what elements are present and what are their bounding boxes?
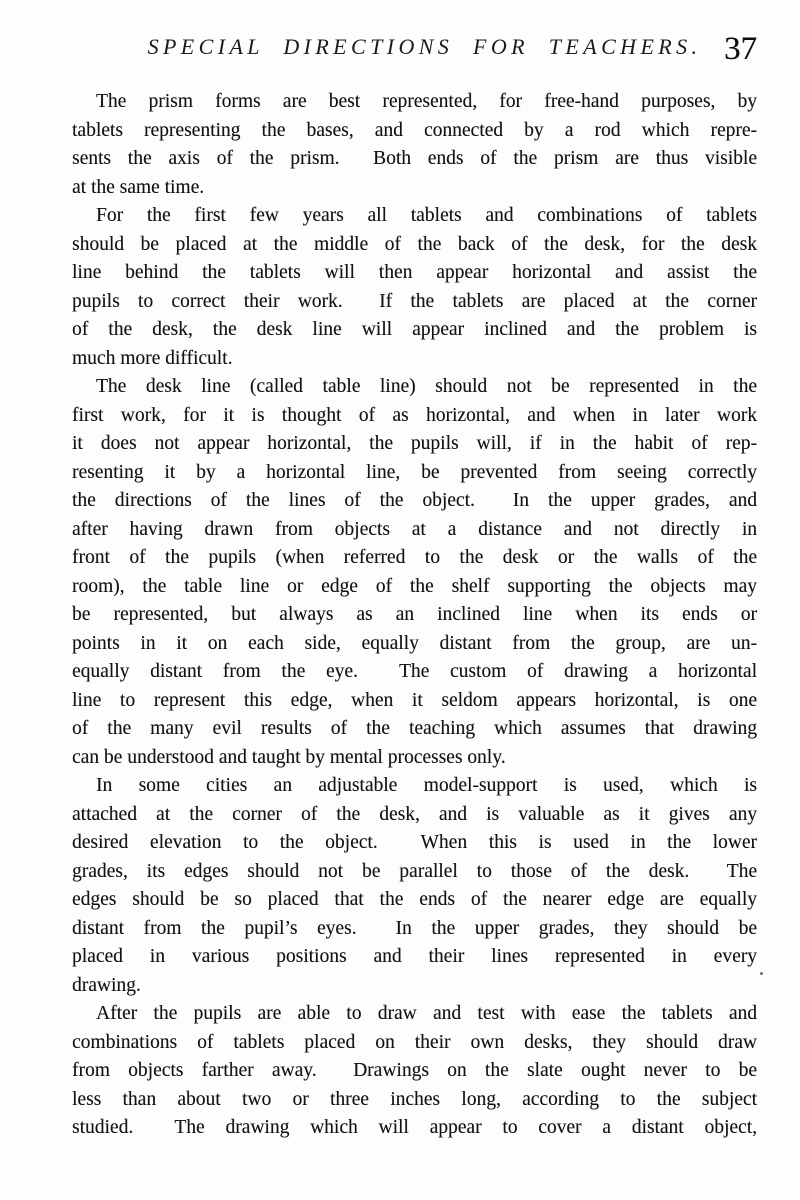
text-line: tablets representing the bases, and connected by a rod which repre- [72, 119, 757, 141]
text-line: drawing. [72, 974, 141, 996]
text-line: of the many evil results of the teaching which assumes that drawing [72, 718, 757, 739]
page-body [72, 88, 757, 1143]
text-line: line behind the tablets will then appear horizontal and assist the [72, 262, 757, 283]
text-line: edges should be so placed that the ends of the nearer edge are equally [72, 889, 757, 910]
text-line: grades, its edges should not be parallel to those of the desk. The [72, 860, 757, 882]
text-line: can be understood and taught by mental processes only. [72, 746, 506, 768]
text-line: In some cities an adjustable model-support is used, which is [96, 775, 757, 796]
text-line: much more difficult. [72, 347, 233, 369]
text-line: room), the table line or edge of the shelf supporting the objects may [72, 575, 757, 597]
text-line: first work, for it is thought of as horizontal, and when in later work [72, 404, 757, 426]
text-line: attached at the corner of the desk, and is valuable as it gives any [72, 803, 757, 825]
text-line: of the desk, the desk line will appear inclined and the problem is [72, 319, 757, 340]
text-line: The prism forms are best represented, for free-hand purposes, by [96, 91, 757, 112]
text-line: sents the axis of the prism. Both ends of the prism are thus visible [72, 148, 757, 169]
text-line: from objects farther away. Drawings on the slate ought never to be [72, 1060, 757, 1081]
text-line: The desk line (called table line) should not be represented in the [96, 376, 757, 397]
text-line: distant from the pupil’s eyes. In the upper grades, they should be [72, 917, 757, 939]
running-head-title: SPECIAL DIRECTIONS FOR TEACHERS. [147, 34, 702, 59]
text-line: be represented, but always as an inclined line when its ends or [72, 604, 757, 625]
page-header [72, 0, 757, 80]
text-line: pupils to correct their work. If the tablets are placed at the corner [72, 290, 757, 312]
text-line: placed in various positions and their lines represented in every [72, 946, 757, 967]
text-line: it does not appear horizontal, the pupils will, if in the habit of rep- [72, 433, 757, 454]
text-line: resenting it by a horizontal line, be prevented from seeing correctly [72, 461, 757, 483]
text-line: after having drawn from objects at a distance and not directly in [72, 518, 757, 540]
text-line: should be placed at the middle of the back of the desk, for the desk [72, 233, 757, 255]
text-line: After the pupils are able to draw and test with ease the tablets and [96, 1003, 757, 1024]
text-line: points in it on each side, equally distant from the group, are un- [72, 632, 757, 654]
text-line: line to represent this edge, when it seldom appears horizontal, is one [72, 689, 757, 711]
scan-artifact-dot [760, 972, 763, 975]
text-line: equally distant from the eye. The custom of drawing a horizontal [72, 661, 757, 682]
text-line: front of the pupils (when referred to the desk or the walls of the [72, 547, 757, 568]
text-line: For the first few years all tablets and combinations of tablets [96, 205, 757, 226]
text-line: combinations of tablets placed on their own desks, they should draw [72, 1031, 757, 1053]
text-line: at the same time. [72, 176, 205, 198]
page-number: 37 [724, 31, 757, 67]
text-line: the directions of the lines of the object. In the upper grades, and [72, 490, 757, 511]
text-line: studied. The drawing which will appear to cover a distant object, [72, 1117, 757, 1138]
text-line: desired elevation to the object. When this is used in the lower [72, 832, 757, 853]
text-line: less than about two or three inches long, according to the subject [72, 1088, 757, 1110]
